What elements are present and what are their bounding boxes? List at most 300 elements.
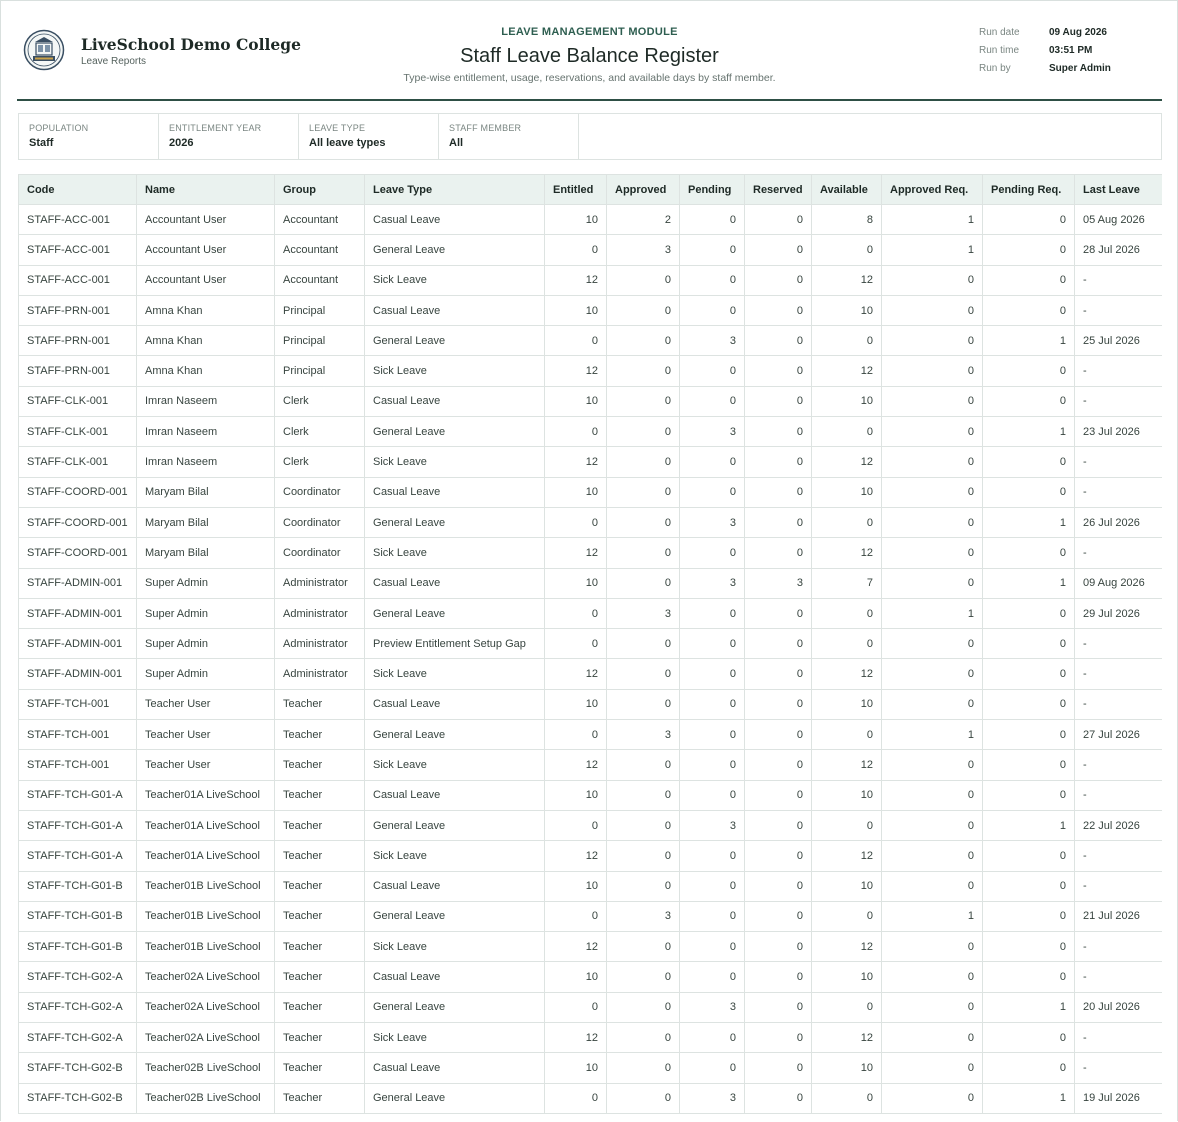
- cell-group: Teacher: [275, 841, 365, 871]
- table-row: [19, 265, 1163, 295]
- cell-reserved: 0: [745, 417, 812, 447]
- cell-entitled: 10: [545, 1053, 607, 1083]
- cell-approved: 2: [607, 205, 680, 235]
- cell-name: Imran Naseem: [137, 447, 275, 477]
- table-row: [19, 629, 1163, 659]
- table-row: [19, 689, 1163, 719]
- cell-available: 12: [812, 538, 882, 568]
- cell-last-leave: -: [1075, 477, 1163, 507]
- cell-reserved: 0: [745, 871, 812, 901]
- cell-pending: 0: [680, 265, 745, 295]
- cell-group: Clerk: [275, 386, 365, 416]
- cell-approved-req: 1: [882, 205, 983, 235]
- cell-reserved: 0: [745, 295, 812, 325]
- cell-pending-req: 0: [983, 841, 1075, 871]
- cell-approved: 0: [607, 1053, 680, 1083]
- cell-reserved: 0: [745, 659, 812, 689]
- cell-approved: 0: [607, 447, 680, 477]
- cell-approved: 3: [607, 598, 680, 628]
- cell-group: Accountant: [275, 265, 365, 295]
- cell-approved-req: 1: [882, 720, 983, 750]
- cell-approved-req: 0: [882, 295, 983, 325]
- cell-reserved: 0: [745, 356, 812, 386]
- cell-last-leave: 25 Jul 2026: [1075, 326, 1163, 356]
- cell-pending: 0: [680, 750, 745, 780]
- cell-code: STAFF-TCH-G01-A: [19, 841, 137, 871]
- cell-approved-req: 0: [882, 629, 983, 659]
- column-header-available: Available: [812, 175, 882, 205]
- cell-name: Teacher02B LiveSchool: [137, 1053, 275, 1083]
- cell-available: 12: [812, 841, 882, 871]
- cell-reserved: 0: [745, 780, 812, 810]
- cell-pending: 0: [680, 780, 745, 810]
- cell-last-leave: 05 Aug 2026: [1075, 205, 1163, 235]
- cell-entitled: 10: [545, 871, 607, 901]
- cell-leave-type: Casual Leave: [365, 205, 545, 235]
- report-header: [17, 1, 1162, 101]
- filter-value: 2026: [169, 137, 194, 149]
- cell-reserved: 0: [745, 326, 812, 356]
- cell-name: Imran Naseem: [137, 386, 275, 416]
- cell-group: Teacher: [275, 1053, 365, 1083]
- cell-last-leave: -: [1075, 386, 1163, 416]
- cell-available: 12: [812, 1023, 882, 1053]
- cell-available: 12: [812, 750, 882, 780]
- cell-code: STAFF-CLK-001: [19, 447, 137, 477]
- column-header-approved-req: Approved Req.: [882, 175, 983, 205]
- cell-approved: 0: [607, 568, 680, 598]
- cell-approved: 0: [607, 992, 680, 1022]
- cell-approved: 0: [607, 1083, 680, 1113]
- cell-code: STAFF-CLK-001: [19, 386, 137, 416]
- cell-approved-req: 0: [882, 841, 983, 871]
- cell-pending-req: 1: [983, 417, 1075, 447]
- cell-last-leave: -: [1075, 841, 1163, 871]
- cell-name: Teacher01B LiveSchool: [137, 871, 275, 901]
- cell-leave-type: Sick Leave: [365, 841, 545, 871]
- cell-reserved: 0: [745, 689, 812, 719]
- cell-name: Teacher User: [137, 689, 275, 719]
- cell-name: Accountant User: [137, 235, 275, 265]
- cell-group: Administrator: [275, 659, 365, 689]
- cell-code: STAFF-TCH-G02-A: [19, 1023, 137, 1053]
- table-row: [19, 962, 1163, 992]
- cell-name: Teacher01A LiveSchool: [137, 841, 275, 871]
- table-row: [19, 295, 1163, 325]
- cell-last-leave: 21 Jul 2026: [1075, 901, 1163, 931]
- cell-pending-req: 0: [983, 356, 1075, 386]
- cell-leave-type: Casual Leave: [365, 295, 545, 325]
- cell-leave-type: General Leave: [365, 326, 545, 356]
- cell-reserved: 0: [745, 962, 812, 992]
- filter-label: ENTITLEMENT YEAR: [169, 123, 262, 133]
- cell-code: STAFF-ADMIN-001: [19, 629, 137, 659]
- cell-pending: 3: [680, 992, 745, 1022]
- cell-leave-type: General Leave: [365, 901, 545, 931]
- cell-group: Coordinator: [275, 477, 365, 507]
- cell-approved: 3: [607, 720, 680, 750]
- cell-approved: 0: [607, 962, 680, 992]
- cell-entitled: 12: [545, 659, 607, 689]
- cell-group: Principal: [275, 356, 365, 386]
- cell-approved: 0: [607, 871, 680, 901]
- cell-approved-req: 0: [882, 538, 983, 568]
- cell-reserved: 0: [745, 386, 812, 416]
- cell-code: STAFF-COORD-001: [19, 477, 137, 507]
- cell-last-leave: -: [1075, 265, 1163, 295]
- cell-pending-req: 1: [983, 326, 1075, 356]
- cell-pending-req: 0: [983, 750, 1075, 780]
- cell-pending: 3: [680, 507, 745, 537]
- cell-leave-type: Casual Leave: [365, 689, 545, 719]
- cell-code: STAFF-TCH-G02-B: [19, 1083, 137, 1113]
- cell-reserved: 0: [745, 901, 812, 931]
- cell-code: STAFF-ADMIN-001: [19, 568, 137, 598]
- column-header-code: Code: [19, 175, 137, 205]
- cell-code: STAFF-TCH-G01-A: [19, 810, 137, 840]
- run-time-label: Run time: [979, 45, 1020, 56]
- cell-reserved: 0: [745, 538, 812, 568]
- cell-pending: 0: [680, 538, 745, 568]
- cell-reserved: 0: [745, 507, 812, 537]
- cell-pending: 0: [680, 932, 745, 962]
- cell-code: STAFF-COORD-001: [19, 538, 137, 568]
- cell-name: Teacher User: [137, 720, 275, 750]
- cell-approved: 0: [607, 780, 680, 810]
- cell-available: 12: [812, 447, 882, 477]
- cell-entitled: 0: [545, 235, 607, 265]
- run-date-label: Run date: [979, 27, 1020, 38]
- column-header-leave-type: Leave Type: [365, 175, 545, 205]
- cell-last-leave: 29 Jul 2026: [1075, 598, 1163, 628]
- cell-approved: 0: [607, 507, 680, 537]
- cell-approved: 0: [607, 750, 680, 780]
- cell-group: Administrator: [275, 629, 365, 659]
- cell-entitled: 12: [545, 447, 607, 477]
- filter-leave-type: [299, 114, 439, 159]
- cell-pending-req: 0: [983, 447, 1075, 477]
- table-row: [19, 326, 1163, 356]
- cell-leave-type: Sick Leave: [365, 538, 545, 568]
- cell-entitled: 10: [545, 568, 607, 598]
- cell-group: Teacher: [275, 689, 365, 719]
- cell-group: Teacher: [275, 750, 365, 780]
- leave-balance-table-container[interactable]: [18, 174, 1162, 1122]
- cell-group: Administrator: [275, 568, 365, 598]
- cell-name: Amna Khan: [137, 326, 275, 356]
- cell-leave-type: Sick Leave: [365, 447, 545, 477]
- cell-name: Maryam Bilal: [137, 477, 275, 507]
- cell-last-leave: 27 Jul 2026: [1075, 720, 1163, 750]
- cell-pending-req: 1: [983, 810, 1075, 840]
- cell-pending: 0: [680, 1023, 745, 1053]
- cell-approved-req: 0: [882, 1023, 983, 1053]
- cell-code: STAFF-ADMIN-001: [19, 659, 137, 689]
- cell-approved-req: 0: [882, 659, 983, 689]
- cell-group: Coordinator: [275, 507, 365, 537]
- filter-summary: [18, 113, 1162, 160]
- cell-pending-req: 0: [983, 1053, 1075, 1083]
- cell-last-leave: 09 Aug 2026: [1075, 568, 1163, 598]
- table-header-row: [19, 175, 1163, 205]
- cell-available: 12: [812, 356, 882, 386]
- cell-available: 12: [812, 265, 882, 295]
- cell-approved: 0: [607, 477, 680, 507]
- cell-approved-req: 0: [882, 871, 983, 901]
- cell-code: STAFF-ACC-001: [19, 265, 137, 295]
- cell-pending: 0: [680, 356, 745, 386]
- cell-approved-req: 0: [882, 447, 983, 477]
- cell-reserved: 0: [745, 598, 812, 628]
- column-header-entitled: Entitled: [545, 175, 607, 205]
- cell-reserved: 0: [745, 1083, 812, 1113]
- cell-approved-req: 0: [882, 356, 983, 386]
- table-row: [19, 598, 1163, 628]
- filter-label: STAFF MEMBER: [449, 123, 522, 133]
- cell-approved: 0: [607, 689, 680, 719]
- cell-reserved: 0: [745, 447, 812, 477]
- cell-entitled: 0: [545, 720, 607, 750]
- cell-leave-type: Sick Leave: [365, 932, 545, 962]
- column-header-approved: Approved: [607, 175, 680, 205]
- cell-group: Clerk: [275, 447, 365, 477]
- cell-last-leave: -: [1075, 689, 1163, 719]
- cell-approved-req: 1: [882, 235, 983, 265]
- cell-group: Teacher: [275, 810, 365, 840]
- cell-entitled: 0: [545, 507, 607, 537]
- cell-name: Super Admin: [137, 598, 275, 628]
- cell-code: STAFF-TCH-G01-A: [19, 780, 137, 810]
- cell-name: Super Admin: [137, 629, 275, 659]
- cell-last-leave: -: [1075, 538, 1163, 568]
- table-row: [19, 477, 1163, 507]
- cell-last-leave: -: [1075, 629, 1163, 659]
- cell-leave-type: General Leave: [365, 810, 545, 840]
- cell-name: Teacher02A LiveSchool: [137, 1023, 275, 1053]
- cell-leave-type: Casual Leave: [365, 568, 545, 598]
- cell-leave-type: General Leave: [365, 507, 545, 537]
- cell-leave-type: Sick Leave: [365, 659, 545, 689]
- cell-approved: 0: [607, 810, 680, 840]
- cell-available: 10: [812, 386, 882, 416]
- cell-approved-req: 0: [882, 417, 983, 447]
- cell-entitled: 0: [545, 1083, 607, 1113]
- cell-pending-req: 0: [983, 720, 1075, 750]
- cell-available: 10: [812, 477, 882, 507]
- cell-pending: 0: [680, 629, 745, 659]
- cell-pending: 0: [680, 447, 745, 477]
- cell-entitled: 0: [545, 598, 607, 628]
- cell-last-leave: -: [1075, 1053, 1163, 1083]
- cell-pending: 0: [680, 720, 745, 750]
- cell-available: 0: [812, 629, 882, 659]
- cell-name: Maryam Bilal: [137, 538, 275, 568]
- cell-pending-req: 0: [983, 386, 1075, 416]
- cell-leave-type: Sick Leave: [365, 356, 545, 386]
- cell-pending: 0: [680, 477, 745, 507]
- cell-reserved: 0: [745, 1023, 812, 1053]
- cell-entitled: 10: [545, 295, 607, 325]
- cell-pending: 0: [680, 901, 745, 931]
- cell-code: STAFF-TCH-G02-A: [19, 992, 137, 1022]
- cell-leave-type: General Leave: [365, 417, 545, 447]
- cell-approved-req: 0: [882, 1053, 983, 1083]
- filter-population: [19, 114, 159, 159]
- column-header-pending: Pending: [680, 175, 745, 205]
- cell-group: Teacher: [275, 1023, 365, 1053]
- cell-pending-req: 0: [983, 780, 1075, 810]
- cell-leave-type: Casual Leave: [365, 1053, 545, 1083]
- filter-value: All leave types: [309, 137, 386, 149]
- cell-pending-req: 0: [983, 901, 1075, 931]
- table-row: [19, 386, 1163, 416]
- cell-code: STAFF-PRN-001: [19, 326, 137, 356]
- cell-group: Coordinator: [275, 538, 365, 568]
- cell-entitled: 0: [545, 629, 607, 659]
- cell-approved-req: 0: [882, 1083, 983, 1113]
- filter-value: Staff: [29, 137, 54, 149]
- cell-approved-req: 0: [882, 810, 983, 840]
- cell-entitled: 10: [545, 477, 607, 507]
- cell-name: Super Admin: [137, 568, 275, 598]
- table-row: [19, 992, 1163, 1022]
- cell-approved-req: 0: [882, 750, 983, 780]
- cell-group: Teacher: [275, 1083, 365, 1113]
- cell-last-leave: 19 Jul 2026: [1075, 1083, 1163, 1113]
- cell-group: Administrator: [275, 598, 365, 628]
- cell-pending-req: 0: [983, 962, 1075, 992]
- cell-name: Accountant User: [137, 205, 275, 235]
- cell-available: 0: [812, 507, 882, 537]
- cell-available: 0: [812, 720, 882, 750]
- table-row: [19, 871, 1163, 901]
- cell-pending: 3: [680, 1083, 745, 1113]
- cell-entitled: 10: [545, 780, 607, 810]
- cell-pending-req: 0: [983, 477, 1075, 507]
- college-name: LiveSchool Demo College: [81, 35, 301, 54]
- cell-approved-req: 0: [882, 568, 983, 598]
- cell-pending-req: 0: [983, 689, 1075, 719]
- cell-approved-req: 0: [882, 265, 983, 295]
- cell-code: STAFF-CLK-001: [19, 417, 137, 447]
- cell-available: 0: [812, 326, 882, 356]
- cell-last-leave: 22 Jul 2026: [1075, 810, 1163, 840]
- cell-available: 0: [812, 992, 882, 1022]
- cell-approved: 0: [607, 356, 680, 386]
- run-by-label: Run by: [979, 63, 1011, 74]
- module-label: LEAVE MANAGEMENT MODULE: [501, 26, 678, 38]
- cell-entitled: 12: [545, 841, 607, 871]
- cell-name: Teacher02A LiveSchool: [137, 962, 275, 992]
- cell-code: STAFF-COORD-001: [19, 507, 137, 537]
- filter-entitlement-year: [159, 114, 299, 159]
- table-row: [19, 1023, 1163, 1053]
- cell-entitled: 12: [545, 750, 607, 780]
- page-subtitle: Type-wise entitlement, usage, reservations, and available days by staff member.: [403, 72, 776, 84]
- cell-last-leave: -: [1075, 871, 1163, 901]
- cell-approved: 0: [607, 386, 680, 416]
- cell-approved: 3: [607, 235, 680, 265]
- cell-approved: 0: [607, 659, 680, 689]
- cell-leave-type: General Leave: [365, 992, 545, 1022]
- cell-code: STAFF-PRN-001: [19, 295, 137, 325]
- cell-approved-req: 0: [882, 386, 983, 416]
- filter-staff-member: [439, 114, 579, 159]
- cell-reserved: 0: [745, 629, 812, 659]
- cell-last-leave: -: [1075, 962, 1163, 992]
- cell-pending-req: 1: [983, 1083, 1075, 1113]
- cell-code: STAFF-TCH-001: [19, 750, 137, 780]
- cell-last-leave: 23 Jul 2026: [1075, 417, 1163, 447]
- cell-entitled: 10: [545, 386, 607, 416]
- cell-approved-req: 0: [882, 992, 983, 1022]
- cell-pending: 0: [680, 962, 745, 992]
- cell-approved-req: 0: [882, 477, 983, 507]
- page-title: Staff Leave Balance Register: [460, 45, 719, 67]
- cell-last-leave: -: [1075, 780, 1163, 810]
- cell-available: 12: [812, 659, 882, 689]
- cell-pending-req: 1: [983, 568, 1075, 598]
- table-row: [19, 356, 1163, 386]
- table-row: [19, 235, 1163, 265]
- cell-reserved: 0: [745, 235, 812, 265]
- cell-pending-req: 1: [983, 507, 1075, 537]
- cell-available: 0: [812, 901, 882, 931]
- run-by-row: [979, 63, 1111, 81]
- cell-pending-req: 1: [983, 992, 1075, 1022]
- cell-leave-type: General Leave: [365, 235, 545, 265]
- cell-approved: 0: [607, 538, 680, 568]
- cell-pending-req: 0: [983, 659, 1075, 689]
- cell-approved: 0: [607, 841, 680, 871]
- cell-leave-type: Casual Leave: [365, 386, 545, 416]
- table-row: [19, 659, 1163, 689]
- cell-approved-req: 1: [882, 598, 983, 628]
- cell-pending-req: 0: [983, 265, 1075, 295]
- cell-entitled: 12: [545, 1023, 607, 1053]
- cell-available: 10: [812, 780, 882, 810]
- cell-available: 7: [812, 568, 882, 598]
- cell-entitled: 10: [545, 962, 607, 992]
- cell-available: 10: [812, 962, 882, 992]
- cell-last-leave: -: [1075, 1023, 1163, 1053]
- cell-pending: 3: [680, 810, 745, 840]
- cell-code: STAFF-TCH-G01-B: [19, 871, 137, 901]
- column-header-group: Group: [275, 175, 365, 205]
- filter-value: All: [449, 137, 464, 149]
- table-row: [19, 932, 1163, 962]
- cell-pending-req: 0: [983, 1023, 1075, 1053]
- cell-name: Teacher02B LiveSchool: [137, 1083, 275, 1113]
- cell-code: STAFF-TCH-G02-B: [19, 1053, 137, 1083]
- cell-pending-req: 0: [983, 205, 1075, 235]
- column-header-last-leave: Last Leave: [1075, 175, 1163, 205]
- cell-pending-req: 0: [983, 871, 1075, 901]
- cell-name: Amna Khan: [137, 356, 275, 386]
- cell-code: STAFF-TCH-G01-B: [19, 901, 137, 931]
- cell-entitled: 0: [545, 810, 607, 840]
- cell-entitled: 0: [545, 901, 607, 931]
- cell-name: Imran Naseem: [137, 417, 275, 447]
- cell-available: 0: [812, 598, 882, 628]
- cell-approved-req: 1: [882, 901, 983, 931]
- cell-entitled: 0: [545, 326, 607, 356]
- cell-leave-type: Sick Leave: [365, 1023, 545, 1053]
- cell-approved: 0: [607, 295, 680, 325]
- cell-reserved: 0: [745, 477, 812, 507]
- table-row: [19, 780, 1163, 810]
- leave-balance-table: [18, 174, 1162, 1114]
